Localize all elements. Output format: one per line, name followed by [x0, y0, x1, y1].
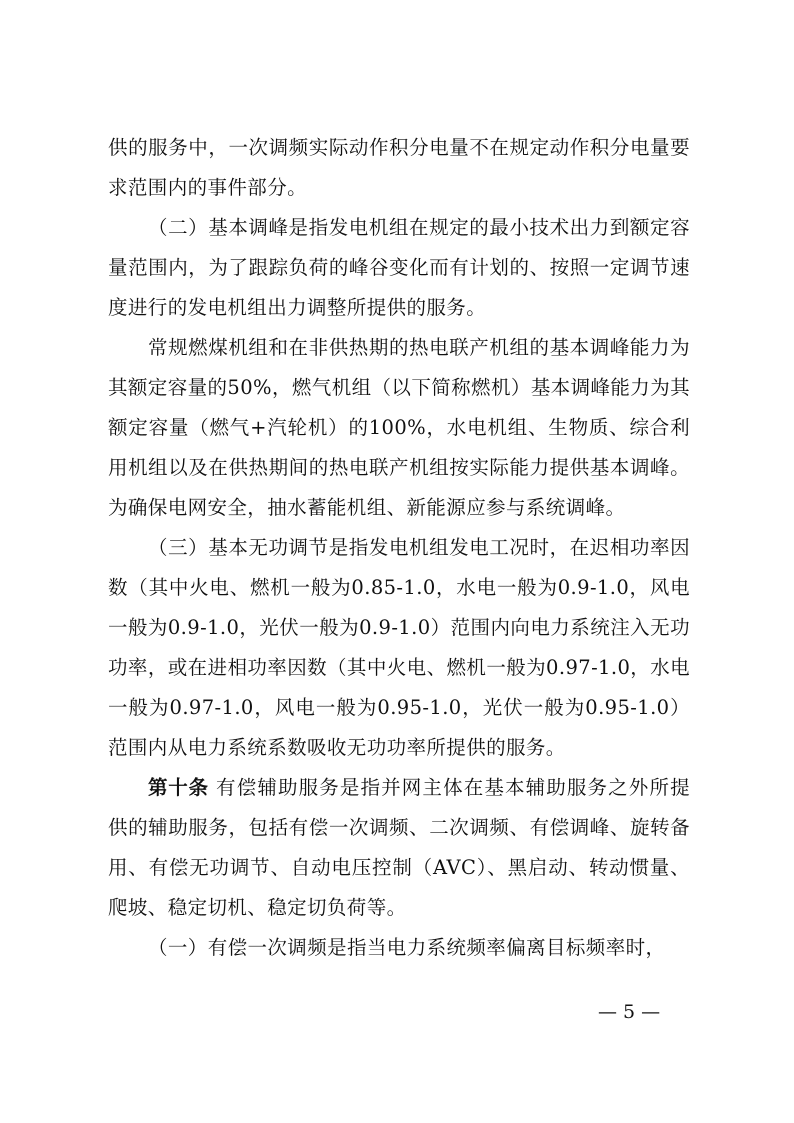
- article-heading: 第十条: [148, 776, 209, 799]
- paragraph-peak-capacity: 常规燃煤机组和在非供热期的热电联产机组的基本调峰能力为其额定容量的50%，燃气机组（以下简称燃机）基本调峰能力为其额定容量（燃气+汽轮机）的100%，水电机组、生物质、综合利用机组以及在供热期间的热电联产机组按实际能力提供基本调峰。为确保电网安全，抽水蓄能机组、新能源应参与系统调峰。: [108, 336, 690, 519]
- paragraph-basic-peak-regulation: （二）基本调峰是指发电机组在规定的最小技术出力到额定容量范围内，为了跟踪负荷的峰谷变化而有计划的、按照一定调节速度进行的发电机组出力调整所提供的服务。: [108, 216, 690, 319]
- paragraph-article-ten: [108, 768, 690, 928]
- paragraph-basic-reactive-regulation: （三）基本无功调节是指发电机组发电工况时，在迟相功率因数（其中火电、燃机一般为0.85-1.0，水电一般为0.9-1.0，风电一般为0.9-1.0，光伏一般为0.9-1.0）范围内向电力系统注入无功功率，或在进相功率因数（其中火电、燃机一般为0.97-1.0，水电一般为0.97-1.0，风电一般为0.95-1.0，光伏一般为0.95-1.0）范围内从电力系统系数吸收无功功率所提供的服务。: [108, 536, 690, 759]
- page-number: — 5 —: [598, 1001, 661, 1023]
- article-ten-text: 有偿辅助服务是指并网主体在基本辅助服务之外所提供的辅助服务，包括有偿一次调频、二次调频、有偿调峰、旋转备用、有偿无功调节、自动电压控制（AVC）、黑启动、转动惯量、爬坡、稳定切机、稳定切负荷等。: [108, 776, 690, 919]
- paragraph-paid-primary-frequency: （一）有偿一次调频是指当电力系统频率偏离目标频率时，: [148, 936, 666, 959]
- document-body: [108, 128, 690, 968]
- paragraph-continuation: 供的服务中，一次调频实际动作积分电量不在规定动作积分电量要求范围内的事件部分。: [108, 136, 690, 199]
